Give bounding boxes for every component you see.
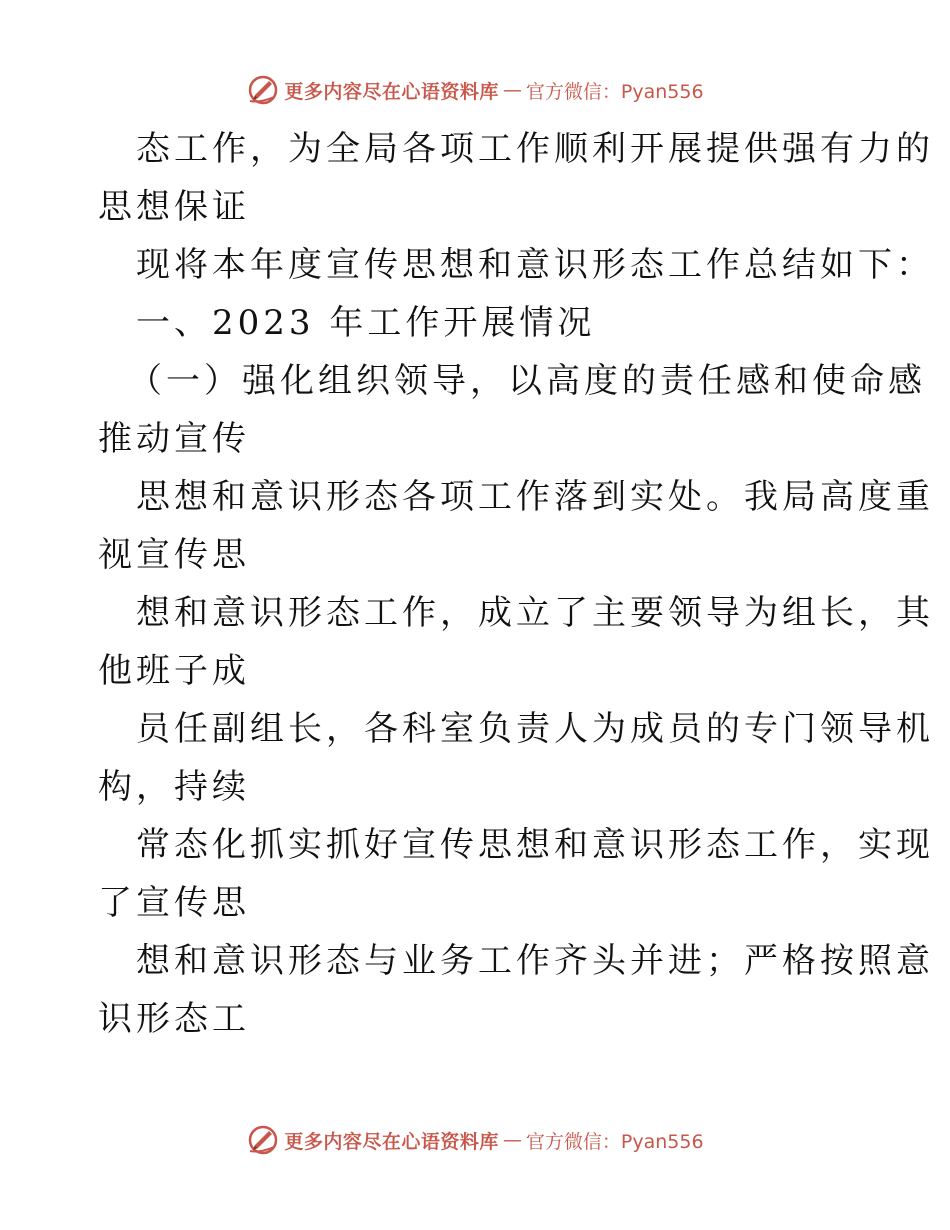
header-brand-text: 更多内容尽在心语资料库 <box>284 80 499 103</box>
header-watermark-inner <box>246 73 703 107</box>
body-line-13: 常态化抓实抓好宣传思想和意识形态工作，实现 <box>136 825 934 865</box>
body-line-16: 识形态工 <box>98 999 250 1039</box>
body-line-8: 视宣传思 <box>98 535 250 575</box>
body-line-6: 推动宣传 <box>98 419 250 459</box>
header-watermark <box>0 70 950 110</box>
footer-contact-text: 官方微信：Pyan556 <box>525 1130 704 1153</box>
footer-watermark-inner <box>246 1123 703 1157</box>
body-line-11: 员任副组长，各科室负责人为成员的专门领导机 <box>136 709 934 749</box>
header-contact-text: 官方微信：Pyan556 <box>525 80 704 103</box>
subsection-heading-1: （一）强化组织领导，以高度的责任感和使命感 <box>128 361 926 401</box>
body-line-15: 想和意识形态与业务工作齐头并进；严格按照意 <box>136 941 934 981</box>
body-line-9: 想和意识形态工作，成立了主要领导为组长，其 <box>136 593 934 633</box>
body-line-14: 了宣传思 <box>98 883 250 923</box>
body-line-10: 他班子成 <box>98 651 250 691</box>
footer-dash: — <box>502 1129 522 1151</box>
pen-logo-icon <box>246 1123 280 1157</box>
body-line-2: 思想保证 <box>98 187 250 227</box>
header-dash: — <box>502 79 522 101</box>
body-line-3: 现将本年度宣传思想和意识形态工作总结如下： <box>136 245 934 285</box>
footer-watermark <box>0 1120 950 1160</box>
section-heading-1: 一、2023 年工作开展情况 <box>136 303 596 343</box>
document-body <box>98 120 934 1048</box>
footer-brand-text: 更多内容尽在心语资料库 <box>284 1130 499 1153</box>
body-line-7: 思想和意识形态各项工作落到实处。我局高度重 <box>136 477 934 517</box>
body-line-12: 构，持续 <box>98 767 250 807</box>
pen-logo-icon <box>246 73 280 107</box>
body-line-1: 态工作，为全局各项工作顺利开展提供强有力的 <box>136 129 934 169</box>
